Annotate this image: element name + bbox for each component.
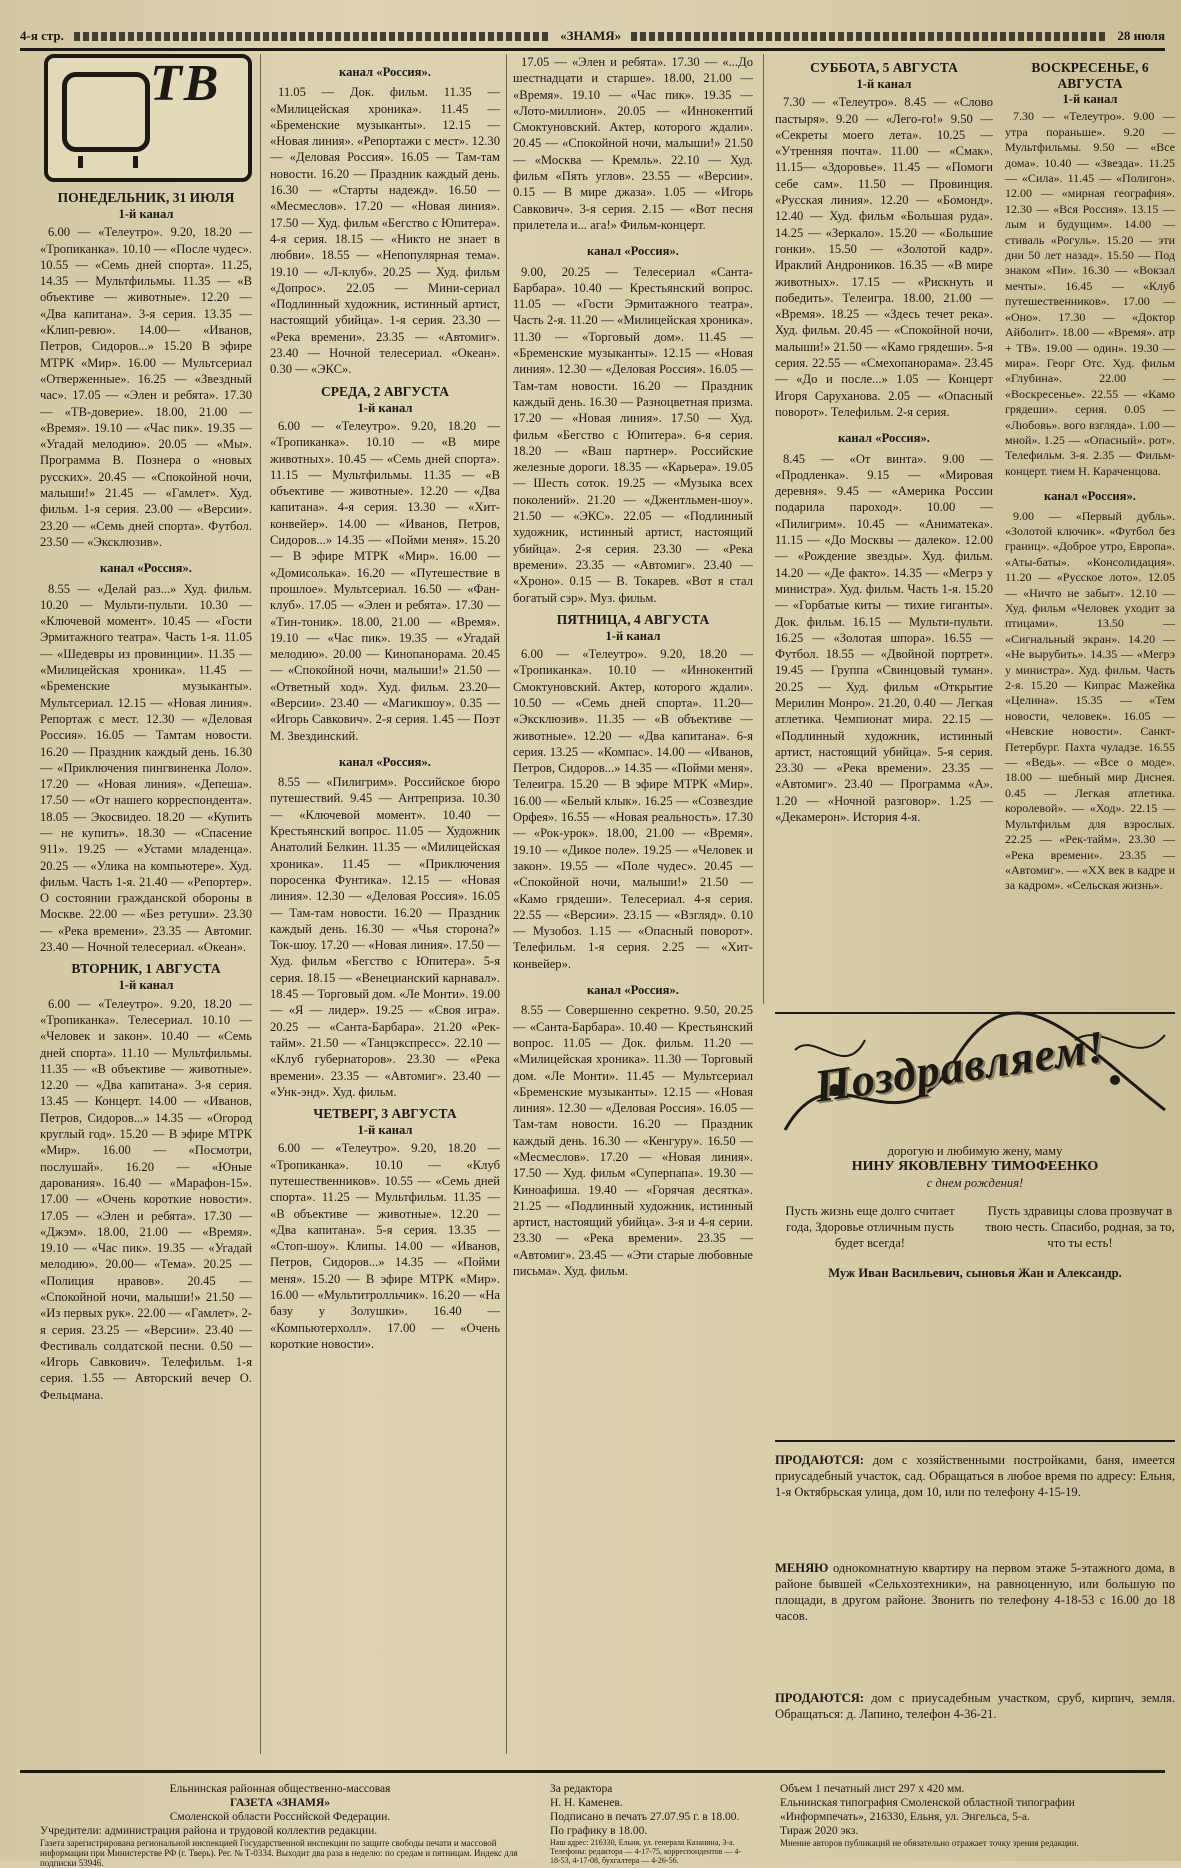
day-heading: ПЯТНИЦА, 4 АВГУСТА [556,611,710,627]
channel-heading-russia: канал «Россия». [339,65,431,79]
column-divider [260,54,261,1754]
channel-heading: 1-й канал [118,978,174,993]
program-listing: 17.05 — «Элен и ребята». 17.30 — «...До шестнадцати и старше». 18.00, 21.00 — «Время». 19.10 — «Час пик». 19.35 — «Лото-миллион». 20.05 — «Иннокентий Смоктуновский. Актер, которого ждали». 20.45 — «Спокойной ночи, малыши!» 21.50 — «Москва — Кремль». 22.10 — Худ. фильм «Пять углов». 23.55 — «Версии». 0.15 — В мире джаза». 1.05 — «Игорь Савкович». 3-я серия. 2.15 — «Вот песня прилетела и... ага!» Фильм-концерт. [513,55,753,232]
tv-logo-text: ТВ [150,55,221,112]
volume-line: Объем 1 печатный лист 297 х 420 мм. [780,1783,965,1795]
region-line: Смоленской области Российской Федерации. [169,1811,391,1823]
day-heading: ЧЕТВЕРГ, 3 АВГУСТА [313,1106,457,1122]
channel-heading-russia: канал «Россия». [587,983,679,998]
publisher-line: Ельнинская районная общественно-массовая [169,1783,391,1795]
circulation-line: Тираж 2020 экз. [780,1825,859,1837]
greeting-block [775,1020,1175,1281]
column-5 [1005,54,1175,894]
program-listing: 6.00 — «Телеутро». 9.20, 18.20 — «Тропиканка». 10.10 — «Клуб путешественников». 10.55 — «Семь дней спорта». 11.25 — Мультфильм. 11.35 — «В объективе — животные». 12.20 — «Два капитана». 5-я серия. 13.35 — «Стоп-шоу». Клипы. 14.00 — «Иванов, Петров, Сидоров...» 14.35 — «Пойми меня». 15.20 — В эфире МТРК «Мир». 16.00 — «Мультитролльчик». 16.20 — «На базу у Золушки». 16.40 — «Компьютерхолл». 17.00 — «Очень короткие новости». [270,1141,500,1351]
greeting-intro: дорогую и любимую жену, маму [887,1144,1063,1158]
registration-line: Газета зарегистрирована региональной инспекцией Государственной инспекции по защите свободы печати и массовой информации при Министерстве РФ (г. Тверь). Рег. № Т-0334. [40,1838,497,1858]
ad-lead: ПРОДАЮТСЯ: [775,1691,864,1705]
column-3 [513,54,753,1279]
day-heading: СРЕДА, 2 АВГУСТА [321,383,449,399]
ad-2 [775,1560,1175,1624]
channel-heading: 1-й канал [357,1123,413,1138]
program-listing: 6.00 — «Телеутро». 9.20, 18.20 — «Тропиканка». 10.10 — «После чудес». 10.55 — «Семь дней спорта». 11.25, 14.35 — Мультфильмы. 11.35 — «В объективе — животные». 12.20 — «Два капитана». 3-я серия. 13.35 — «Клип-ревю». 14.00— «Иванов, Петров, Сидоров...» 15.20 В эфире МТРК «Мир». 16.00 — Мультсериал «Отверженные». 16.25 — «Звездный час». 17.05 — «Элен и ребята». 17.30 — «ТВ-доверие». 18.00, 21.00 — «Время». 19.10 — «Час пик». 19.35 — «Угадай мелодию». 20.05 — «Мы». Программа В. Познера о «новых русских». 20.45 — «Спокойной ночи, малыши!» 21.45 — «Гамлет». Худ. фильм. 1-я серия. 23.00 — «Версии». 23.20 — «Семь дней спорта». Футбол. 23.50 — «Эксклюзив». [40,225,252,549]
signed-line: Подписано в печать 27.07.95 г. в 18.00. По графику в 18.00. [550,1811,740,1837]
ads-rule [775,1440,1175,1442]
ad-text: дом с хозяйственными постройками, баня, имеется приусадебный участок, сад. Обращаться в любое время по адресу: Ельня, 1-я Октябрьская улица, дом 10, или по телефону 4-15-19. [775,1453,1175,1499]
greeting-verse-left: Пусть жизнь еще долго считает года, Здоровье отличным пусть будет всегда! [785,1204,955,1250]
day-heading: СУББОТА, 5 АВГУСТА [810,60,958,75]
column-divider [763,54,764,1004]
imprint-address [550,1838,750,1865]
page-label: 4-я стр. [20,28,64,43]
program-listing: 8.45 — «От винта». 9.00 — «Продленка». 9.15 — «Мировая деревня». 9.45 — «Америка России подарила пароход». 10.00 — «Пилигрим». 10.45 — «Аниматека». 11.15 — «До Москвы — далеко». 12.00 — «Рождение звезды». Худ. фильм. 14.20 — «Де факто». 14.35 — «Мегрэ у министра». Худ. фильм. Часть 1-я. 15.20 — «Горбатые киты — тихие гиганты». Док. фильм. 16.15 — Мульти-пульти. 16.25 — «Золотая шпора». 16.55 — Футбол. 18.55 — «Двойной портрет». 19.45 — Группа «Свинцовый туман». 20.25 — Худ. фильм «Открытие Мерилин Монро». 21.20, 0.40 — Легкая атлетика. Чемпионат мира. 22.15 — «Подлинный художник, истинный артист, настоящий убийца». 5-я серия. 23.30 — «Река времени». 23.35 — «Автомиг». 23.40 — Программа «А». 1.20 — «Ночной разговор». 1.25 — «Декамерон». История 4-я. [775,451,993,825]
address-line: Наш адрес: 216330, Ельня, ул. генерала Казанина, 3-а. Телефоны: редактора — 4-17-75, корреспондентов — 4-18-53, 4-17-08, бухгалтера — 4-26-56. [550,1838,742,1865]
greeting-title: Поздравляем! [811,1020,1109,1112]
column-4 [775,54,993,825]
channel-heading-russia: канал «Россия». [339,754,431,769]
program-listing: 7.30 — «Телеутро». 9.00 — утра пораньше». 9.20 — Мультфильмы. 9.50 — «Все дома». 10.40 — «Звезда». 11.25 — «Сила». 11.45 — «Полигон». 12.00 — «мирная география». 12.30 — «Вся Россия». 13.15 — лым и будущим». 14.00 — стиваль «Рогуль». 15.20 — эти дни 50 лет назад». 15.50 — Под знаком «Пи». 16.30 — «Вокзал мечты». 16.45 — «Клуб путешественников». 17.00 — «Оно». 17.30 — «Доктор Айболит». 18.00 — «Время». атр + ТВ». 19.00 — один». 19.30 — мира». Георг Отс. Худ. фильм «Глубина». 22.00 — «Воскресенье». 22.55 — «Камо грядеши». серия. 0.05 — «Любовь». вого взгляда». 1.00 — мной». 1.25 — «Опасный». рот». Телефильм. 3-я. 2.35 — Фильм-концерт. тием Н. Караченцова. [1005,109,1175,478]
footer-rule [20,1770,1165,1773]
channel-heading: 1-й канал [856,77,912,91]
tv-logo [44,54,252,182]
header-rule-left [74,32,550,41]
program-listing: 8.55 — «Пилигрим». Российское бюро путешествий. 9.45 — Антреприза. 10.30 — «Ключевой момент». 10.40 — Крестьянский вопрос. 11.05 — Художник Анатолий Белкин. 11.35 — «Милицейская хроника». 11.45 — «Приключения поросенка Фунтика». 12.15 — «Новая линия». 12.30 — «Деловая Россия». 16.05 — Там-там новости. 16.20 — Праздник каждый день. 16.30 — «Чья сторона?» Ток-шоу. 17.20 — «Новая линия». 17.50 — Худ. фильм «Бегство с Юпитера». 5-я серия. 18.15 — «Венецианский карнавал». 18.45 — Торговый дом. «Ле Монти». 19.00 — «Я — лидер». 19.25 — «Своя игра». 20.25 — «Санта-Барбара». 21.20 «Рек-тайм». 21.50 — «Танцэкспресс». 22.10 — «Клуб губернаторов». 23.30 — «Река времени». 23.35 — «Автомиг». 23.40 — «Унк-энд». Худ. фильм. [270,775,500,1099]
imprint-registration [40,1838,520,1868]
tv-stand-icon [78,156,138,168]
issue-date: 28 июля [1117,28,1166,43]
editor-name: Н. Н. Каменев. [550,1797,623,1809]
channel-heading: 1-й канал [357,400,413,415]
day-heading: ПОНЕДЕЛЬНИК, 31 ИЮЛЯ [57,190,235,205]
greeting-rule [775,1012,1175,1014]
greeting-signature: Муж Иван Васильевич, сыновья Жан и Александр. [828,1266,1122,1280]
imprint-printer [780,1782,1160,1838]
program-listing: 9.00, 20.25 — Телесериал «Санта-Барбара». 10.40 — Крестьянский вопрос. 11.05 — «Гости Эрмитажного театра». Часть 2-я. 11.20 — «Милицейская хроника». 11.30 — «Торговый дом». 11.45 — «Бременские музыканты». 12.15 — «Новая линия». 12.30 — «Деловая Россия». 16.05 — Там-там новости. 16.20 — Праздник каждый день. 16.30 — Разноцветная призма. 17.20 — «Новая линия». 17.50 — Худ. фильм «Бегство с Юпитера». 6-я серия. 18.20 — «Ваш партнер». Российские железные дороги. 18.35 — «Карьера». 19.05 — Шесть соток. 19.25 — «Музыка всех поколений». 21.20 — «Джентльмен-шоу». 21.50 — «ЭКС». 22.05 — «Подлинный художник, истинный артист, настоящий убийца». 2-я серия. 23.30 — «Река времени». 23.35 — «Автомиг». 23.40 — «Хроно». 0.15 — В. Токарев. «Вот я стал богатый сэр». Муз. фильм. [513,264,753,605]
program-listing: 9.00 — «Первый дубль». «Золотой ключик». «Футбол без границ». «Доброе утро, Европа». «Аты-баты». «Консолидация». 11.20 — «Русское лото». 12.05 — «Ничто не забыт». 12.10 — Худ. фильм «Человек уходит за птицами». 13.50 — «Сигнальный экран». 14.20 — «Не вырубить». 14.35 — «Мегрэ у министра». Худ. фильм. Часть 2-я. 15.20 — Кипрас Мажейка «Целина». 15.35 — «Тем новости, человек». 16.05 — «Невские новости». Санкт-Петербург. Пахта чуладзе. 16.55 — «Ведь». — «Все о моде». 18.00 — шебный мир Диснея. 0.45 — Легкая атлетика. королевой». — «Ход». 22.15 — Мультфильм для взрослых. 22.25 — «Рек-тайм». 23.30 — «Река времени». 23.35 — «Автомиг». — «XX век в кадре и за кадром». «Сельская жизнь». [1005,508,1175,893]
channel-heading: 1-й канал [605,628,661,643]
ad-3 [775,1690,1175,1722]
channel-heading-russia: канал «Россия». [1044,489,1136,504]
day-heading: ВТОРНИК, 1 АВГУСТА [71,961,221,977]
index-line: Индекс для подписки 53946. [40,1848,518,1868]
program-listing: 8.55 — «Делай раз...» Худ. фильм. 10.20 — Мульти-пульти. 10.30 — «Ключевой момент». 10.45 — «Гости Эрмитажного театра». Часть 1-я. 11.05 — «Шедевры из провинции». 11.35 — «Милицейская хроника». 11.45 — «Бременские музыканты». Мультсериал. 12.15 — «Новая линия». Репортаж с мест. 12.30 — «Деловая Россия». 16.05 — Тамтам новости. 16.20 — Праздник каждый день. 16.30 — «Приключения пингвиненка Лоло». 17.20 — «Новая линия». «Депеша». 17.50 — «От нашего корреспондента». 18.05 — Экосвидео. 18.20 — «Купить — не купить». 18.30 — «Спасение 911». 19.25 — «Устами младенца». 20.25 — «Улика на компьютере». Худ. фильм. Часть 1-я. 21.40 — «Репортер». О состоянии гражданской обороны в Москве. 22.00 — «Без ретуши». 23.30— «Река времени». 23.35 — Автомиг. 23.40 — Ночной телесериал. «Океан». [40,581,252,955]
page-header [20,26,1165,46]
channel-heading: 1-й канал [1062,92,1118,106]
newspaper-title: ГАЗЕТА «ЗНАМЯ» [229,1797,331,1809]
program-listing: 6.00 — «Телеутро». 9.20, 18.20 — «Тропиканка». 10.10 — «В мире животных». 10.45 — «Семь дней спорта». 11.15 — Мультфильмы. 11.35 — «В объективе — животные». 12.20 — «Два капитана». 4-я серия. 13.30 — «Хит-конвейер». 14.00 — «Иванов, Петров, Сидоров...» 14.35 — «Пойми меня». 15.20 — В эфире МТРК «Мир». 16.00 — «Домисолька». 16.20 — «Путешествие в прошлое». Мультсериал. 16.50 — «Фан-клуб». 17.05 — «Элен и ребята». 17.30 — «Тин-тоник». 18.00, 21.00 — «Время». 19.10 — «Час пик». 19.35 — «Угадай мелодию». 20.00 — Кинопанорама. 20.45 — «Спокойной ночи, малыши!» 21.50 — «Ответный ход». Худ. фильм. 23.20— «Версии». 23.40 — «Магикшоу». 0.35 — «Игорь Савкович». 2-я серия. 1.45 — Поэт М. Звездинский. [270,418,500,743]
channel-heading-russia: канал «Россия». [587,244,679,259]
disclaimer-line: Мнение авторов публикаций не обязательно отражает точку зрения редакции. [780,1838,1079,1848]
day-heading: ВОСКРЕСЕНЬЕ, 6 АВГУСТА [1031,60,1149,91]
greeting-name: НИНУ ЯКОВЛЕВНУ ТИМОФЕЕНКО [851,1159,1099,1174]
program-listing: 11.05 — Док. фильм. 11.35 — «Милицейская хроника». 11.45 — «Бременские музыканты». 12.15 — «Новая линия». «Репортажи с мест». 12.30 — «Деловая Россия». 16.05 — Там-там новости. 16.20 — Праздник каждый день. 16.30 — «Старты надежд». 16.50 — «Месмеслов». 17.20 — «Новая линия». 17.50 — Худ. фильм «Бегство с Юпитера». 4-я серия. 18.15 — «Никто не знает в любви». 18.55 — «Непопулярная тема». 19.10 — «Л-клуб». 20.25 — Худ. фильм «Допрос». 22.05 — Мини-сериал «Подлинный художник, истинный артист, настоящий убийца». 1-я серия. 23.30 — «Река времени». 23.35 — «Автомиг». 23.40 — Ночной телесериал. «Океан». 0.30 — «ЭКС». [270,85,500,377]
program-listing: 6.00 — «Телеутро». 9.20, 18.20 — «Тропиканка». 10.10 — «Иннокентий Смоктуновский. Актер, которого ждали». 10.50 — «Семь дней спорта». 11.20— «Эксклюзив». 11.35 — «В объективе — животные». 12.20 — «Два капитана». 6-я серия. 13.25 — «Компас». 14.00 — «Иванов, Петров, Сидоров...» 14.35 — «Пойми меня». Телеигра. 15.20 — В эфире МТРК «Мир». 16.00 — «Белый клык». 16.25 — «Созвездие Орфея». 16.55 — «Новая реальность». 17.30 — «Рок-урок». 18.00, 21.00 — «Время». 19.10 — «Дикое поле». 19.25 — «Человек и закон». 19.55 — «Поле чудес». 20.45 — «Спокойной ночи, малыши!» 21.50 — «Камо грядеши». Телесериал. 4-я серия. 22.55 — «Версии». 23.15 — «Взгляд». 0.10 — Музобоз. 1.15 — «Опасный поворот». Телефильм. 1-я серия. 2.25 — «Хит-конвейер». [513,647,753,971]
header-rule-right [631,32,1107,41]
editor-label: За редактора [550,1783,613,1795]
schedule-line: Выходит два раза в неделю: по средам и пятницам. [275,1848,472,1858]
channel-heading-russia: канал «Россия». [838,431,930,446]
printer-line: Ельнинская типография Смоленской областной типографии «Информпечать», 216330, Ельня, ул. Энгельса, 5-а. [780,1797,1075,1823]
column-divider [506,54,507,1754]
founders-line: Учредители: администрация района и трудовой коллектив редакции. [40,1825,378,1837]
paper-name: «ЗНАМЯ» [560,28,622,43]
imprint-publisher [40,1782,520,1838]
ad-text: дом с приусадебным участком, сруб, кирпич, земля. Обращаться: д. Лапино, телефон 4-36-21. [775,1691,1175,1721]
program-listing: 6.00 — «Телеутро». 9.20, 18.20 — «Тропиканка». Телесериал. 10.10 — «Человек и закон». 10.40 — «Семь дней спорта». 11.10 — Мультфильмы. 11.35 — «В объективе — животные». 12.20 — «Два капитана». 3-я серия. 13.45 — Концерт. 14.00 — «Иванов, Петров, Сидоров...» 14.35 — «Огород круглый год». 15.20 — В эфире МТРК «Мир». 16.00 — «Посмотри, послушай». 16.20 — «Юные дарования». 16.40 — «Марафон-15». 17.00 — «Очень короткие новости». 17.05 — «Элен и ребята». 17.30 — «Джэм». 18.00, 21.00 — «Время». 19.10 — «Час пик». 19.35 — «Угадай мелодию». 20.00— «Тема». 20.25 — «Полиция нравов». 20.45 — «Спокойной ночи, малыши!» 21.50 — «Из первых рук». 22.00 — «Гамлет». 2-я серия. 23.25 — «Версии». 23.40 — Фестиваль солдатской песни. 0.50 — «Игорь Савкович». Телефильм. 1-я серия. 1.55 — Авторский вечер О. Фельцмана. [40,996,252,1402]
greeting-occasion: с днем рождения! [926,1176,1024,1190]
ad-lead: ПРОДАЮТСЯ: [775,1453,864,1467]
column-2 [270,54,500,1352]
channel-heading: 1-й канал [118,207,174,221]
ad-lead: МЕНЯЮ [775,1561,829,1575]
program-listing: 7.30 — «Телеутро». 8.45 — «Слово пастыря». 9.20 — «Лего-го!» 9.50 — «Секреты моего лета». 10.25 — «Утренняя почта». 11.00 — «Смак». 11.15— «Здоровье». 11.45 — «Помоги себе сам». 11.50 — Провинция. «Русская линия». 12.20 — «Бомонд». 12.40 — Худ. фильм «Большая руда». 14.25 — «Зеркало». 15.20 — «Большие гонки». 15.50 — «Золотой кадр». Ираклий Андроников. 16.35 — «В мире животных». 17.15 — «Рискнуть и победить». Телеигра. 18.00, 21.00 — «Время». 18.25 — «Здесь течет река». Худ. фильм. 20.45 — «Спокойной ночи, малыши!» 21.50 — «Камо грядеши». 5-я серия. 22.55 — «Смехопанорама». 23.45 — «До и после...» 1.05 — Концерт Игоря Саруханова. 2.05 — «Опасный поворот». Телефильм. 2-я серия. [775,95,993,419]
imprint-editor [550,1782,740,1838]
tv-screen-icon [62,72,150,152]
imprint-disclaimer [780,1838,1160,1848]
header-rule [20,48,1165,51]
column-1 [40,54,252,1403]
channel-heading-russia: канал «Россия». [100,561,192,576]
ad-text: однокомнатную квартиру на первом этаже 5-этажного дома, в районе бывшей «Сельхозтехники», на равноценную, или большую по площади, в другом районе. Звонить по телефону 4-18-53 с 16.00 до 18 часов. [775,1561,1175,1623]
ad-1 [775,1452,1175,1500]
program-listing: 8.55 — Совершенно секретно. 9.50, 20.25 — «Санта-Барбара». 10.40 — Крестьянский вопрос. 11.05 — Док. фильм. 11.20 — «Милицейская хроника». 11.30 — Торговый дом. «Ле Монти». 11.45 — Мультсериал «Бременские музыканты». 12.15 — «Новая линия». 12.30 — «Деловая Россия». 16.05 — Там-там новости. 16.20 — Праздник каждый день. 16.30 — «Кенгуру». 16.50 — «Месмеслов». 17.20 — «Новая линия». 17.50 — Худ. фильм «Суперпапа». 19.30 — Киноафиша. 19.40 — «Горячая десятка». 21.25 — «Подлинный художник, истинный артист, настоящий убийца». 3-я и 4-я серии. 23.30 — «Река времени». 23.35 — «Автомиг». 23.45 — «Эти старые любовные письма». Худ. фильм. [513,1003,753,1279]
greeting-verse-right: Пусть здравицы слова прозвучат в твою честь. Спасибо, родная, за то, что ты есть! [985,1204,1175,1250]
